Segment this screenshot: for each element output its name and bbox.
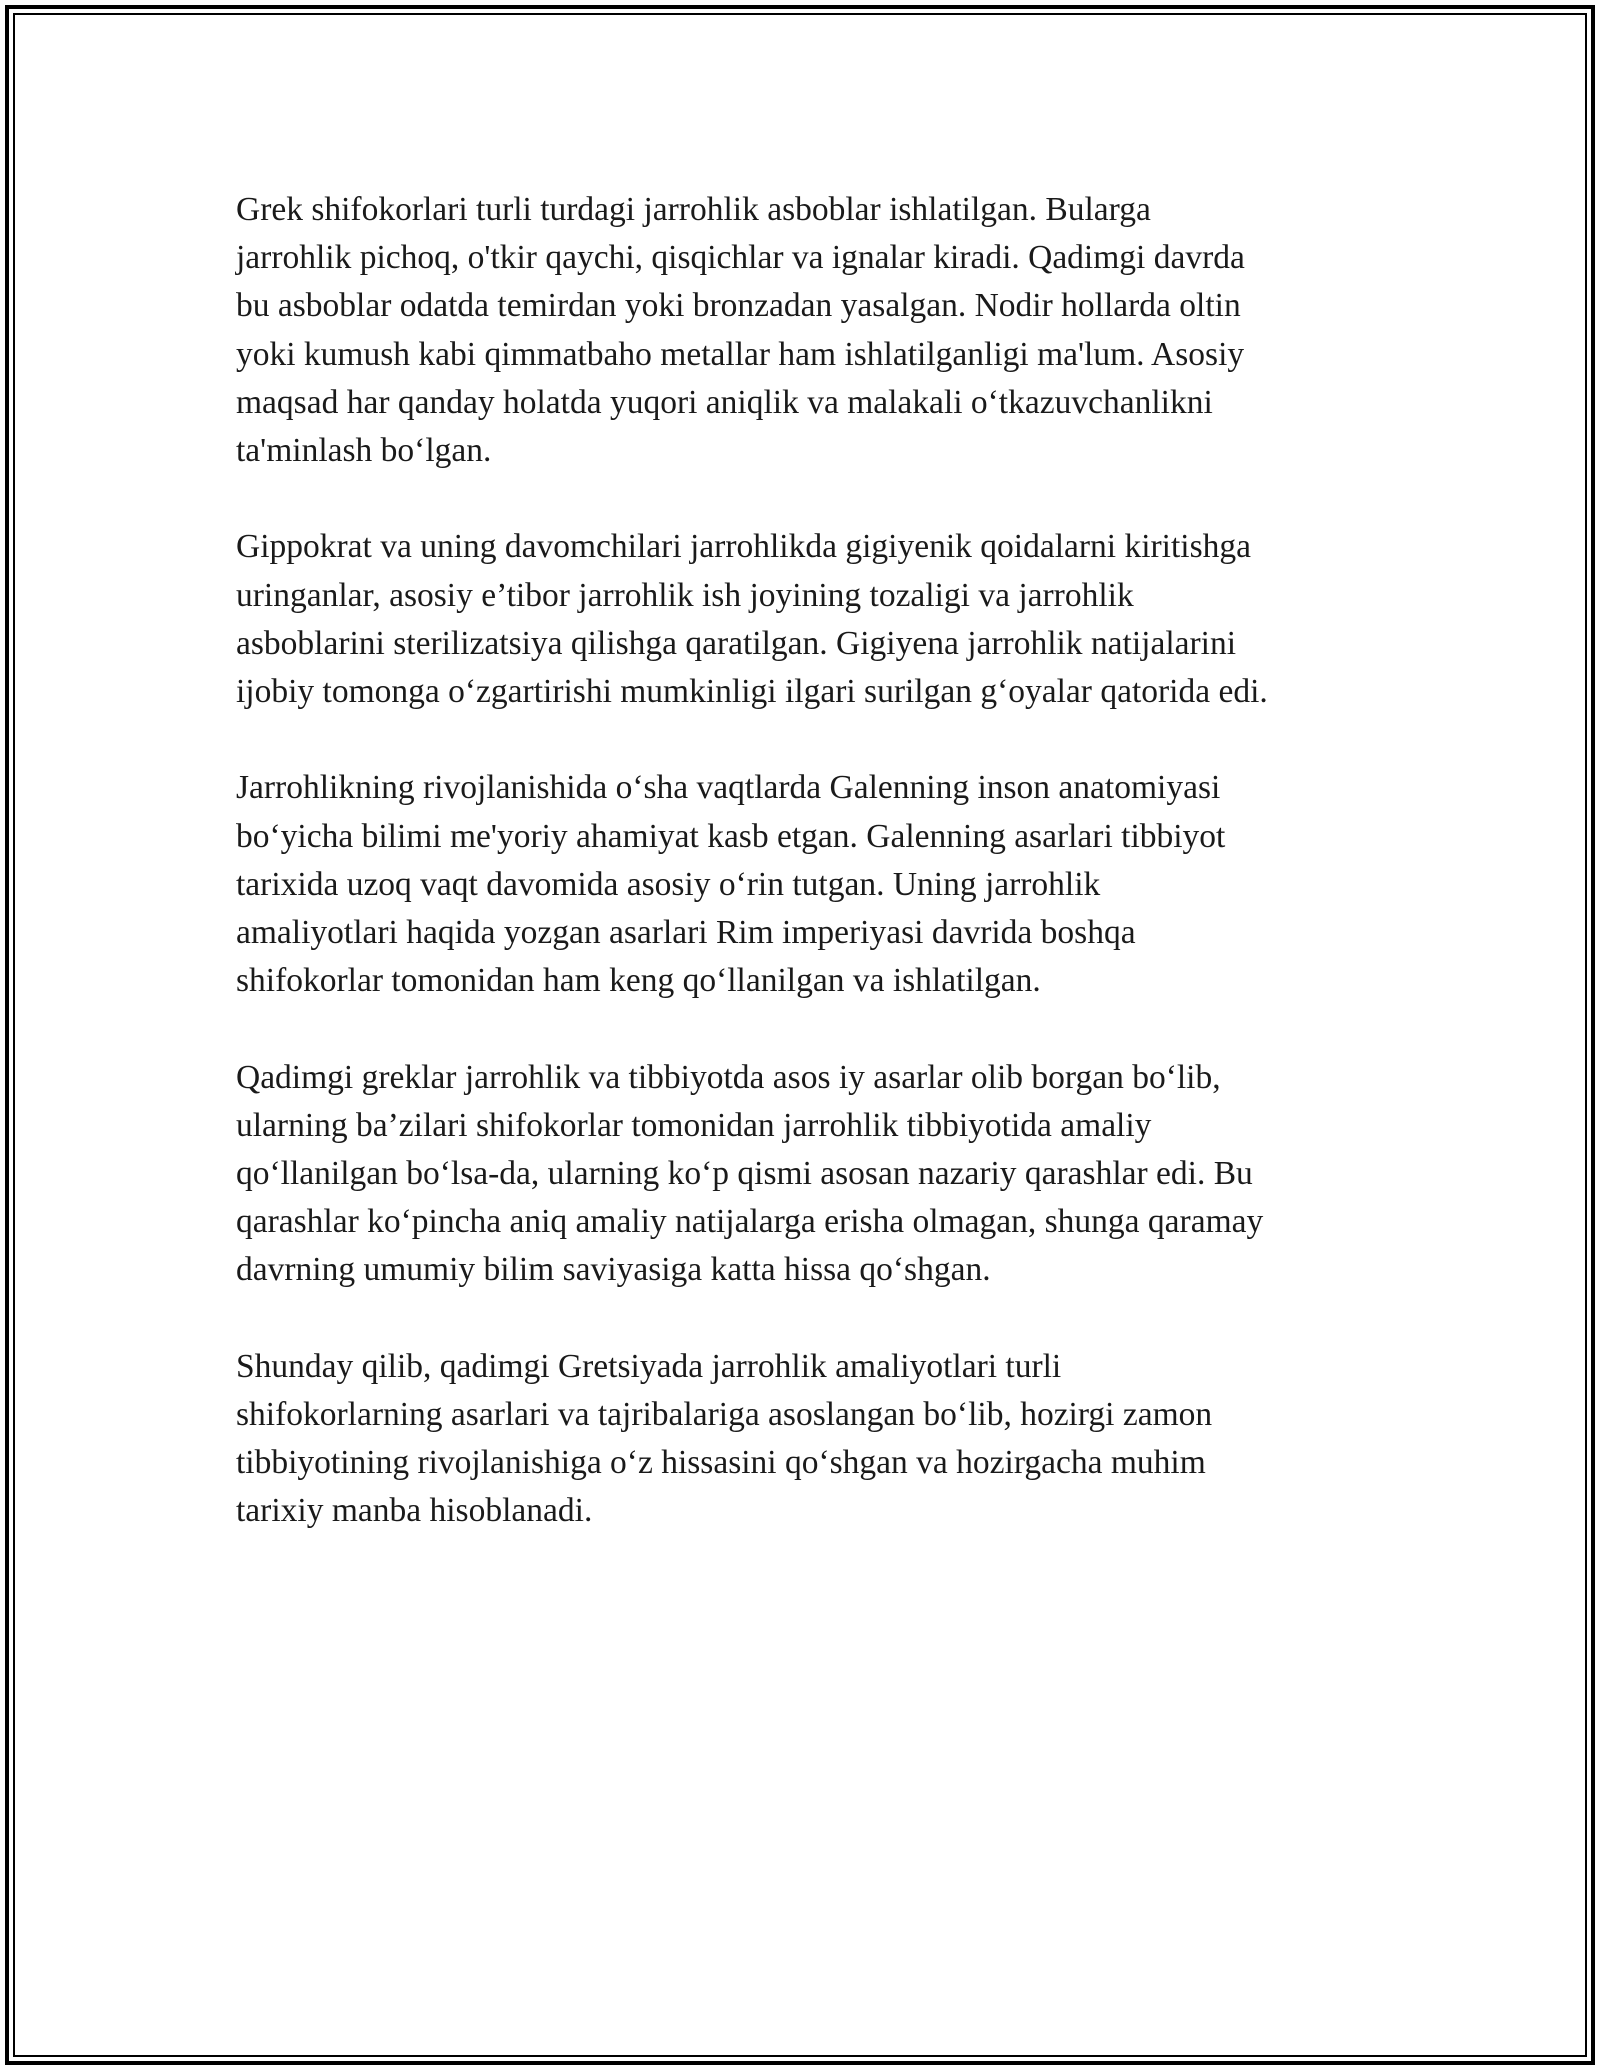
text-line: davrning umumiy bilim saviyasiga katta hissa qo‘shgan. <box>236 1251 991 1289</box>
paragraph <box>236 1054 1376 1295</box>
text-line: asboblarini sterilizatsiya qilishga qaratilgan. Gigiyena jarrohlik natijalarini <box>236 624 1237 662</box>
text-line: maqsad har qanday holatda yuqori aniqlik va malakali o‘tkazuvchanlikni <box>236 383 1213 421</box>
text-line: qarashlar ko‘pincha aniq amaliy natijalarga erisha olmagan, shunga qaramay <box>236 1203 1264 1241</box>
text-line: bu asboblar odatda temirdan yoki bronzadan yasalgan. Nodir hollarda oltin <box>236 287 1241 325</box>
text-line: tarixida uzoq vaqt davomida asosiy o‘rin tutgan. Uning jarrohlik <box>236 865 1101 903</box>
text-line: uringanlar, asosiy e’tibor jarrohlik ish joyining tozaligi va jarrohlik <box>236 576 1134 614</box>
text-line: bo‘yicha bilimi me'yoriy ahamiyat kasb etgan. Galenning asarlari tibbiyot <box>236 817 1226 855</box>
text-line: amaliyotlari haqida yozgan asarlari Rim imperiyasi davrida boshqa <box>236 914 1136 952</box>
text-line: Grek shifokorlari turli turdagi jarrohlik asboblar ishlatilgan. Bularga <box>236 191 1151 228</box>
text-line: ularning ba’zilari shifokorlar tomonidan jarrohlik tibbiyotida amaliy <box>236 1106 1152 1144</box>
text-line: qo‘llanilgan bo‘lsa-da, ularning ko‘p qismi asosan nazariy qarashlar edi. Bu <box>236 1155 1253 1193</box>
text-line: Gippokrat va uning davomchilari jarrohlikda gigiyenik qoidalarni kiritishga <box>236 528 1251 566</box>
text-line: ta'minlash bo‘lgan. <box>236 432 492 470</box>
text-line: Qadimgi greklar jarrohlik va tibbiyotda asos iy asarlar olib borgan bo‘lib, <box>236 1058 1221 1096</box>
paragraph <box>236 1343 1376 1536</box>
paragraph <box>236 186 1376 475</box>
text-line: jarrohlik pichoq, o'tkir qaychi, qisqichlar va ignalar kiradi. Qadimgi davrda <box>236 239 1245 277</box>
document-body <box>236 186 1376 1584</box>
text-line: ijobiy tomonga o‘zgartirishi mumkinligi ilgari surilgan g‘oyalar qatorida edi. <box>236 673 1268 711</box>
text-line: yoki kumush kabi qimmatbaho metallar ham ishlatilganligi ma'lum. Asosiy <box>236 335 1245 373</box>
text-line: shifokorlarning asarlari va tajribalariga asoslangan bo‘lib, hozirgi zamon <box>236 1396 1213 1434</box>
paragraph <box>236 523 1376 716</box>
text-line: tibbiyotining rivojlanishiga o‘z hissasini qo‘shgan va hozirgacha muhim <box>236 1444 1206 1482</box>
text-line: Jarrohlikning rivojlanishida o‘sha vaqtlarda Galenning inson anatomiyasi <box>236 769 1221 807</box>
text-line: Shunday qilib, qadimgi Gretsiyada jarrohlik amaliyotlari turli <box>236 1347 1062 1385</box>
paragraph <box>236 764 1376 1005</box>
text-line: shifokorlar tomonidan ham keng qo‘llanilgan va ishlatilgan. <box>236 962 1041 1000</box>
text-line: tarixiy manba hisoblanadi. <box>236 1492 593 1530</box>
